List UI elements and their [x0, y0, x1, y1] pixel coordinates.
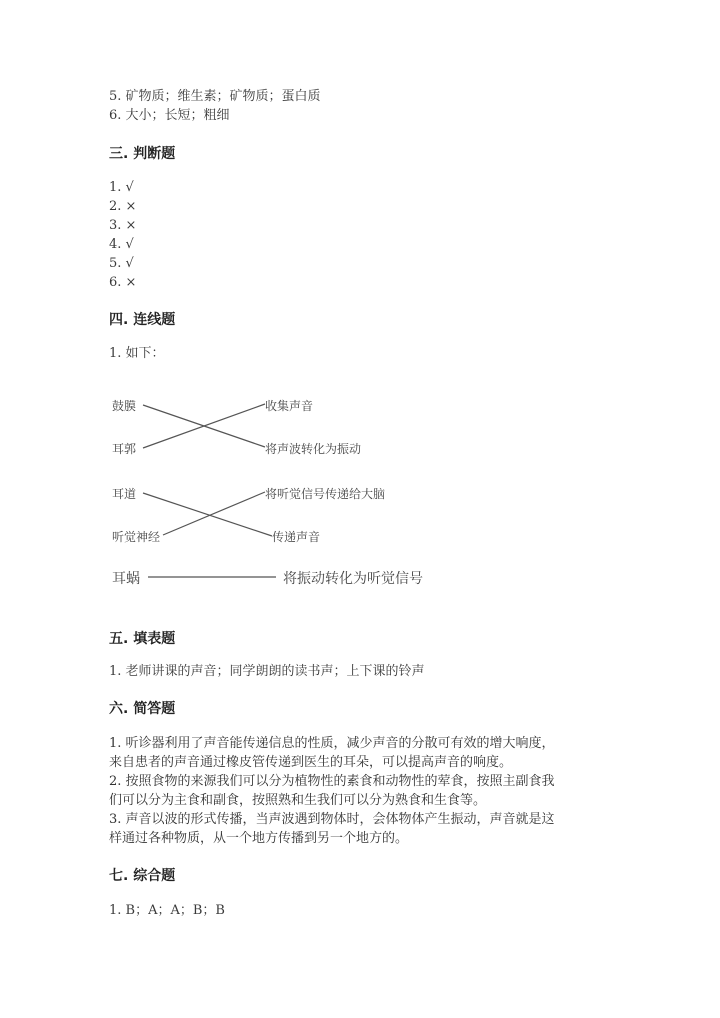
diagram-right-label: 将听觉信号传递给大脑: [265, 487, 386, 501]
diagram-right-label: 收集声音: [265, 399, 314, 413]
answer-line: 3. ×: [109, 218, 137, 233]
section-heading-comprehensive: 七. 综合题: [109, 868, 176, 884]
section-heading-fill-table: 五. 填表题: [109, 631, 176, 647]
diagram-right-label: 传递声音: [272, 530, 321, 544]
diagram-left-label: 耳郭: [112, 442, 137, 456]
answer-line: 6. ×: [109, 275, 137, 290]
answer-line: 1. √: [109, 180, 134, 195]
answer-line: 1. 老师讲课的声音；同学朗朗的读书声；上下课的铃声: [109, 664, 425, 679]
short-answer-paragraph: [109, 734, 619, 848]
diagram-right-label: 将声波转化为振动: [265, 442, 362, 456]
answer-line: 样通过各种物质，从一个地方传播到另一个地方的。: [109, 831, 409, 846]
answer-line: 4. √: [109, 237, 134, 252]
answer-line: 1. B；A；A；B；B: [109, 903, 225, 918]
diagram-left-label: 耳蜗: [112, 571, 140, 587]
diagram-left-label: 听觉神经: [112, 530, 161, 544]
answer-line: 2. ×: [109, 199, 137, 214]
diagram-left-label: 耳道: [112, 487, 137, 501]
answer-line: 5. √: [109, 256, 134, 271]
answer-line: 6. 大小；长短；粗细: [109, 108, 230, 123]
diagram-left-label: 鼓膜: [112, 399, 137, 413]
answer-line: 3. 声音以波的形式传播，当声波遇到物体时，会体物体产生振动，声音就是这: [109, 812, 555, 827]
section-heading-matching: 四. 连线题: [109, 312, 176, 328]
diagram-right-label: 将振动转化为听觉信号: [283, 571, 423, 587]
answer-line: 们可以分为主食和副食，按照熟和生我们可以分为熟食和生食等。: [109, 793, 487, 808]
answer-line: 1. 如下：: [109, 346, 165, 361]
section-heading-judgment: 三. 判断题: [109, 146, 176, 162]
answer-line: 1. 听诊器利用了声音能传递信息的性质，减少声音的分散可有效的增大响度，: [109, 736, 555, 751]
section-heading-short-answer: 六. 简答题: [109, 701, 176, 717]
answer-line: 来自患者的声音通过橡皮管传递到医生的耳朵，可以提高声音的响度。: [109, 755, 513, 770]
answer-line: 5. 矿物质；维生素；矿物质；蛋白质: [109, 89, 321, 104]
answer-line: 2. 按照食物的来源我们可以分为植物性的素食和动物性的荤食，按照主副食我: [109, 774, 555, 789]
